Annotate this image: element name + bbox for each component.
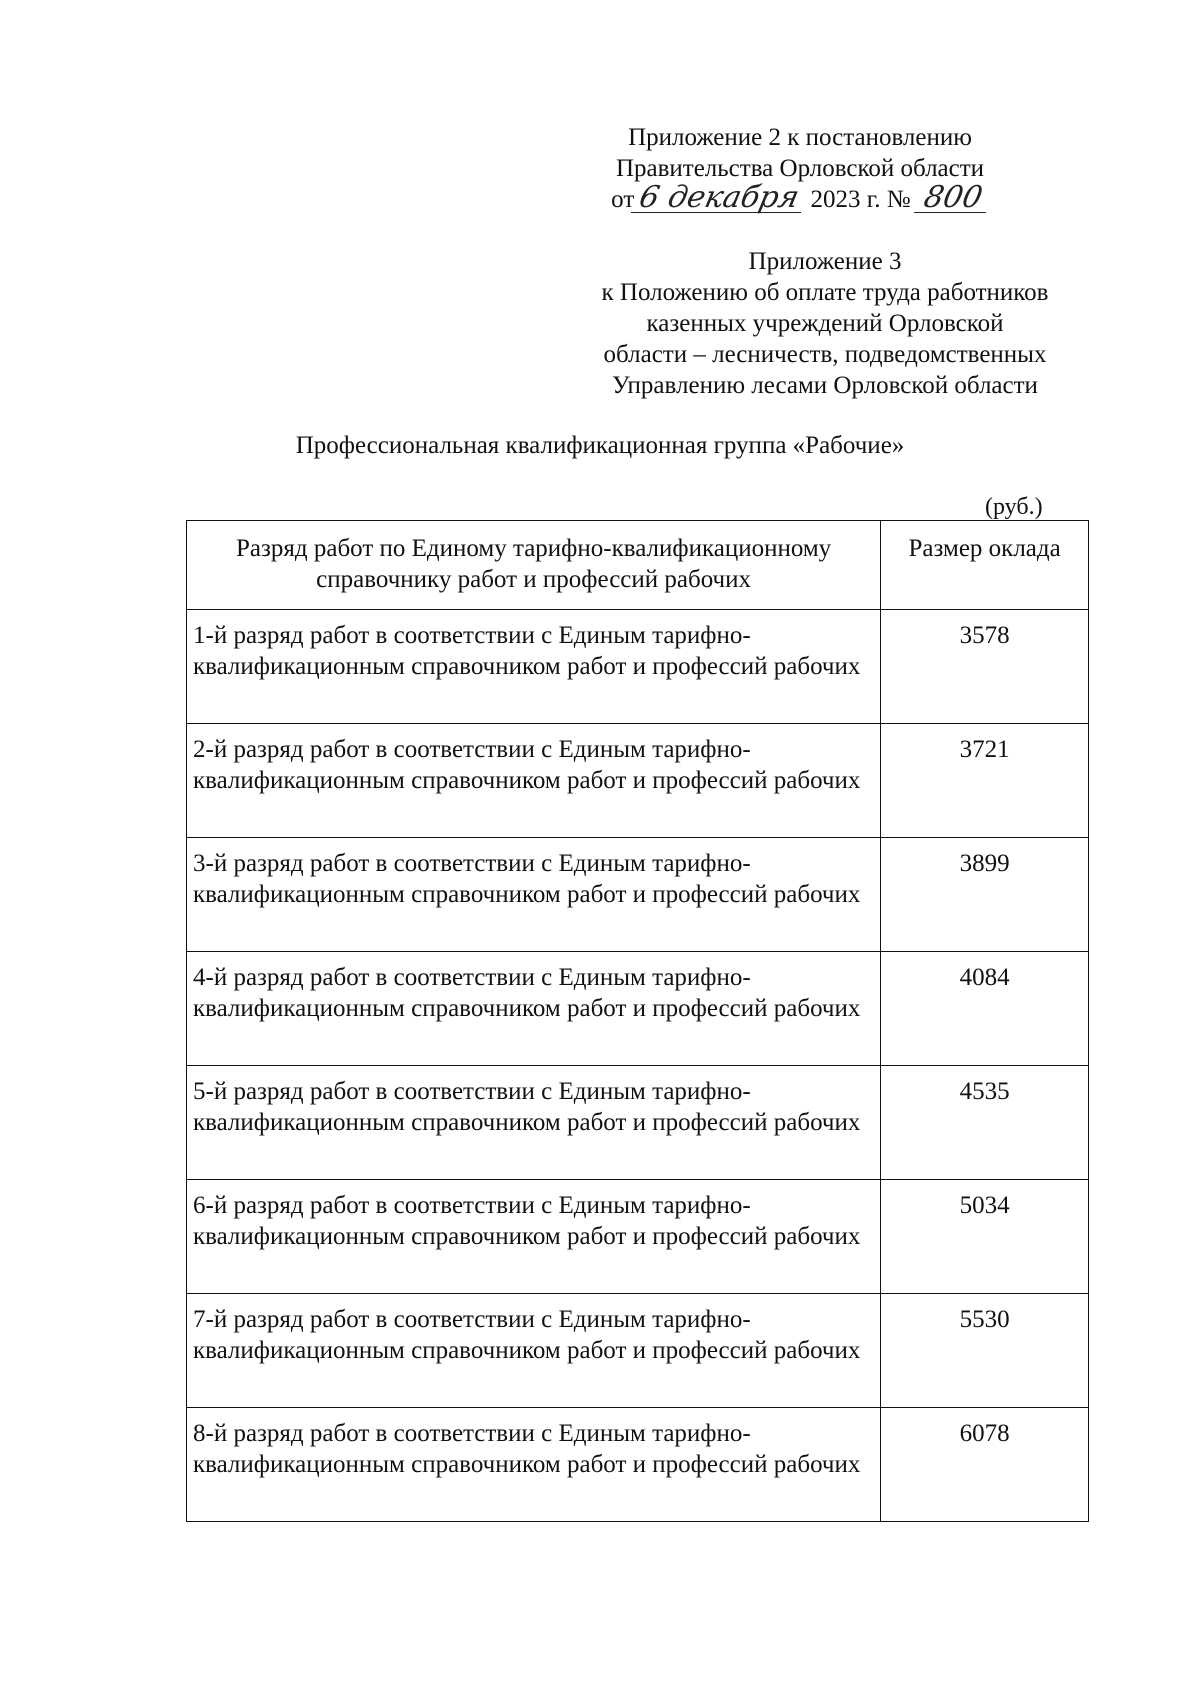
table-row	[187, 838, 1089, 952]
table-row	[187, 724, 1089, 838]
regulation-reference	[555, 246, 1095, 401]
regulation-line-4: области – лесничеств, подведомственных	[603, 341, 1047, 368]
table-header-row	[187, 521, 1089, 610]
handwritten-date: 6 декабря	[631, 184, 807, 213]
year-number-label: 2023 г. №	[810, 186, 911, 213]
grade-cell: 5-й разряд работ в соответствии с Единым тарифно-квалификационным справочником работ и профессий рабочих	[187, 1066, 881, 1180]
resolution-date-line	[585, 180, 1015, 215]
table-row	[187, 1408, 1089, 1522]
appendix-reference	[585, 122, 1015, 215]
table-row	[187, 610, 1089, 724]
table-row	[187, 952, 1089, 1066]
regulation-line-2: к Положению об оплате труда работников	[601, 279, 1049, 306]
grade-cell: 7-й разряд работ в соответствии с Единым тарифно-квалификационным справочником работ и профессий рабочих	[187, 1294, 881, 1408]
table-row	[187, 1180, 1089, 1294]
salary-cell: 5530	[881, 1294, 1089, 1408]
grade-cell: 6-й разряд работ в соответствии с Единым тарифно-квалификационным справочником работ и профессий рабочих	[187, 1180, 881, 1294]
handwritten-number: 800	[914, 184, 992, 213]
salary-cell: 3721	[881, 724, 1089, 838]
salary-cell: 5034	[881, 1180, 1089, 1294]
currency-note: (руб.)	[985, 494, 1043, 520]
regulation-line-1: Приложение 3	[748, 248, 902, 275]
grade-cell: 8-й разряд работ в соответствии с Единым тарифно-квалификационным справочником работ и профессий рабочих	[187, 1408, 881, 1522]
document-title: Профессиональная квалификационная группа «Рабочие»	[295, 432, 905, 459]
grade-cell: 3-й разряд работ в соответствии с Единым тарифно-квалификационным справочником работ и профессий рабочих	[187, 838, 881, 952]
grade-cell: 2-й разряд работ в соответствии с Единым тарифно-квалификационным справочником работ и профессий рабочих	[187, 724, 881, 838]
table-row	[187, 1066, 1089, 1180]
header-grade: Разряд работ по Единому тарифно-квалификационному справочнику работ и профессий рабочих	[187, 521, 881, 610]
regulation-line-3: казенных учреждений Орловской	[646, 310, 1004, 337]
salary-cell: 4084	[881, 952, 1089, 1066]
header-salary: Размер оклада	[881, 521, 1089, 610]
salary-cell: 3899	[881, 838, 1089, 952]
grade-cell: 4-й разряд работ в соответствии с Единым тарифно-квалификационным справочником работ и профессий рабочих	[187, 952, 881, 1066]
table-row	[187, 1294, 1089, 1408]
salary-cell: 3578	[881, 610, 1089, 724]
salary-cell: 6078	[881, 1408, 1089, 1522]
appendix-line-2: Правительства Орловской области	[615, 155, 985, 182]
salary-table	[186, 520, 1089, 1522]
regulation-line-5: Управлению лесами Орловской области	[612, 372, 1038, 399]
grade-cell: 1-й разряд работ в соответствии с Единым тарифно-квалификационным справочником работ и профессий рабочих	[187, 610, 881, 724]
date-prefix: от	[611, 186, 635, 213]
appendix-line-1: Приложение 2 к постановлению	[628, 124, 972, 151]
salary-cell: 4535	[881, 1066, 1089, 1180]
